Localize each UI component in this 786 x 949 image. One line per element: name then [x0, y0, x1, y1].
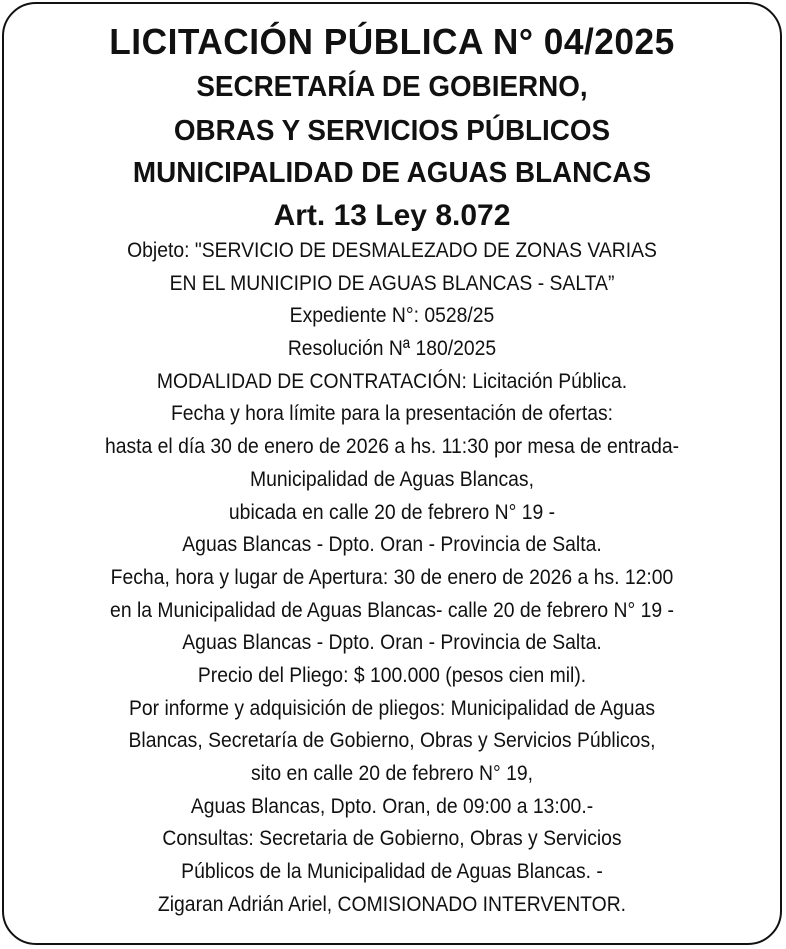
specification-price: Precio del Pliego: $ 100.000 (pesos cien mil). [197, 662, 587, 687]
file-number: Expediente N°: 0528/25 [289, 303, 495, 328]
inquiries-2: Públicos de la Municipalidad de Aguas Blancas. - [181, 859, 603, 884]
signatory: Zigaran Adrián Ariel, COMISIONADO INTERVENTOR. [157, 891, 627, 916]
opening-location: Aguas Blancas - Dpto. Oran - Provincia de Salta. [182, 630, 602, 655]
resolution-number: Resolución Nª 180/2025 [287, 336, 497, 361]
entity-line-municipality: MUNICIPALIDAD DE AGUAS BLANCAS [132, 157, 652, 189]
entity-line-works: OBRAS Y SERVICIOS PÚBLICOS [173, 115, 611, 147]
acquisition-info-2: Blancas, Secretaría de Gobierno, Obras y Servicios Públicos, [128, 728, 656, 753]
acquisition-address: sito en calle 20 de febrero N° 19, [250, 761, 534, 785]
object-line-2: EN EL MUNICIPIO DE AGUAS BLANCAS - SALTA” [169, 270, 615, 295]
public-tender-notice [2, 2, 782, 945]
opening-date: Fecha, hora y lugar de Apertura: 30 de enero de 2026 a hs. 12:00 [110, 564, 674, 589]
inquiries-1: Consultas: Secretaria de Gobierno, Obras y Servicios [162, 826, 622, 851]
deadline-address: ubicada en calle 20 de febrero N° 19 - [228, 499, 556, 524]
deadline-heading: Fecha y hora límite para la presentación de ofertas: [170, 401, 614, 426]
contracting-modality: MODALIDAD DE CONTRATACIÓN: Licitación Pública. [156, 368, 628, 393]
acquisition-hours: Aguas Blancas, Dpto. Oran, de 09:00 a 13:00.- [190, 793, 594, 818]
law-article: Art. 13 Ley 8.072 [273, 199, 511, 232]
deadline-location: Aguas Blancas - Dpto. Oran - Provincia de Salta. [182, 532, 602, 557]
notice-body [4, 234, 780, 920]
acquisition-info-1: Por informe y adquisición de pliegos: Municipalidad de Aguas [129, 695, 655, 720]
entity-line-secretariat: SECRETARÍA DE GOBIERNO, [196, 71, 588, 103]
opening-place: en la Municipalidad de Aguas Blancas- calle 20 de febrero N° 19 - [110, 597, 674, 622]
deadline-date: hasta el día 30 de enero de 2026 a hs. 11:30 por mesa de entrada- [104, 434, 680, 459]
deadline-place: Municipalidad de Aguas Blancas, [249, 466, 534, 491]
notice-title: LICITACIÓN PÚBLICA N° 04/2025 [109, 21, 675, 62]
object-line-1: Objeto: "SERVICIO DE DESMALEZADO DE ZONAS VARIAS [127, 238, 657, 262]
